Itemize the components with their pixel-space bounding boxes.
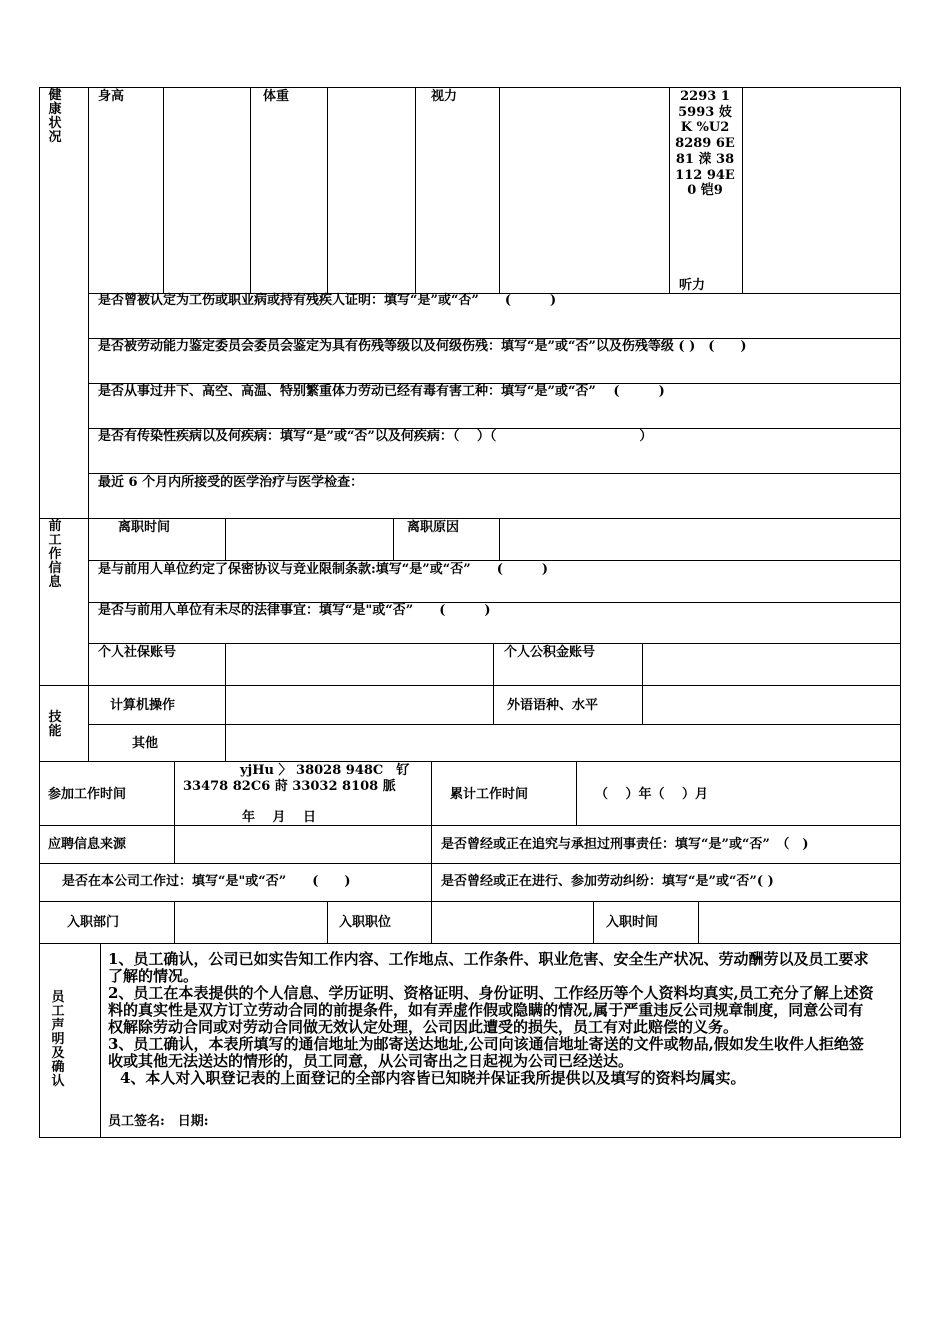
- total-work-time-template: （ ）年（ ）月: [595, 787, 709, 802]
- question-hazardous-work: 是否从事过井下、高空、高温、特别繁重体力劳动已经有毒有害工种：填写“是”或“否” ( ): [98, 384, 665, 399]
- question-labor-dispute: 是否曾经或正在进行、参加劳动纠纷：填写“是”或“否”( ): [441, 874, 774, 889]
- foreign-language-label: 外语语种、水平: [507, 698, 599, 713]
- leave-reason-label: 离职原因: [407, 520, 460, 535]
- section-divider: [39, 518, 901, 519]
- cell-divider: [431, 901, 432, 943]
- onboarding-dept-label: 入职部门: [67, 915, 120, 930]
- cell-divider: [669, 87, 670, 293]
- cell-divider: [742, 87, 743, 293]
- declaration-item-3: 3、员工确认，本表所填写的通信地址为邮寄送达地址,公司向该通信地址寄送的文件或物品,假如发生收件人拒绝签收或其他无法送达的情形的，员工同意，从公司寄出之日起视为公司已经送达。: [108, 1035, 864, 1070]
- question-infectious-disease: 是否有传染性疾病以及何疾病：填写“是”或“否”以及何疾病：（ ）（ ）: [98, 429, 653, 444]
- row-divider: [39, 825, 901, 826]
- total-work-time-label: 累计工作时间: [450, 787, 529, 802]
- skills-section-label: 技能: [48, 710, 62, 739]
- section-divider: [39, 761, 901, 762]
- cell-divider: [415, 87, 416, 293]
- computer-skill-label: 计算机操作: [110, 698, 176, 713]
- declaration-section-label: 员工声明及确认: [51, 990, 65, 1089]
- cell-divider: [250, 87, 251, 293]
- cell-divider: [100, 943, 101, 1138]
- previous-job-section-label: 前工作信息: [48, 519, 62, 590]
- table-left-border: [39, 87, 40, 1138]
- health-section-label: 健康状况: [48, 88, 62, 145]
- question-disability-level: 是否被劳动能力鉴定委员会委员会鉴定为具有伤残等级以及何级伤残：填写“是”或“否”以及伤残等级 ( ) ( ): [98, 339, 747, 354]
- onboarding-time-label: 入职时间: [606, 915, 659, 930]
- row-divider: [39, 863, 901, 864]
- label-column-divider: [88, 87, 89, 762]
- cell-divider: [431, 825, 432, 901]
- row-divider: [88, 643, 901, 644]
- signature-line: 员工签名: 日期:: [108, 1114, 209, 1129]
- cell-divider: [174, 901, 175, 943]
- question-nda: 是与前用人单位约定了保密协议与竞业限制条款:填写“是”或“否” ( ): [98, 562, 549, 577]
- leave-time-label: 离职时间: [118, 520, 171, 535]
- garbled-text-block: 2293 1 5993 妓K %U2 8289 6E81 溁 38112 94E0 铠9: [675, 89, 735, 199]
- work-start-date-template: 年 月 日: [242, 810, 317, 825]
- question-criminal-liability: 是否曾经或正在追究与承担过刑事责任：填写“是”或“否” （ ): [441, 837, 809, 852]
- weight-label: 体重: [263, 89, 290, 104]
- cell-divider: [493, 643, 494, 725]
- cell-divider: [499, 87, 500, 293]
- row-divider: [88, 560, 901, 561]
- section-divider: [39, 685, 901, 686]
- cell-divider: [593, 901, 594, 943]
- table-top-border: [39, 87, 901, 88]
- cell-divider: [642, 643, 643, 725]
- social-security-label: 个人社保账号: [98, 645, 177, 660]
- question-recent-treatment: 最近 6 个月内所接受的医学治疗与医学检查：: [98, 475, 364, 490]
- question-legal-matters: 是否与前用人单位有未尽的法律事宜：填写“是"或“否” ( ): [98, 603, 491, 618]
- cell-divider: [163, 87, 164, 293]
- row-divider: [88, 724, 901, 725]
- onboarding-position-label: 入职职位: [339, 915, 392, 930]
- other-skills-label: 其他: [132, 736, 159, 751]
- row-divider: [88, 473, 901, 474]
- hearing-label: 听力: [679, 278, 706, 293]
- cell-divider: [393, 518, 394, 560]
- cell-divider: [431, 761, 432, 825]
- question-worked-here: 是否在本公司工作过：填写“是"或“否” ( ): [62, 874, 351, 889]
- vision-label: 视力: [431, 89, 458, 104]
- application-source-label: 应聘信息来源: [48, 837, 127, 852]
- housing-fund-label: 个人公积金账号: [504, 645, 596, 660]
- cell-divider: [327, 87, 328, 293]
- garbled-line-1: yjHu 〉 38028 948C 钌: [240, 763, 410, 778]
- declaration-item-4: 4、本人对入职登记表的上面登记的全部内容皆已知晓并保证我所提供以及填写的资料均属实。: [120, 1069, 746, 1087]
- cell-divider: [698, 901, 699, 943]
- cell-divider: [327, 901, 328, 943]
- declaration-item-1: 1、员工确认，公司已如实告知工作内容、工作地点、工作条件、职业危害、安全生产状况、劳动酬劳以及员工要求了解的情况。: [108, 950, 869, 985]
- cell-divider: [225, 518, 226, 560]
- declaration-text: [108, 951, 878, 1087]
- table-bottom-border: [39, 1137, 901, 1138]
- row-divider: [39, 901, 901, 902]
- declaration-item-2: 2、员工在本表提供的个人信息、学历证明、资格证明、身份证明、工作经历等个人资料均真实,员工充分了解上述资料的真实性是双方订立劳动合同的前提条件，如有弄虚作假或隐瞒的情况,属于严重违反公司规章制度，同意公司有权解除劳动合同或对劳动合同做无效认定处理，公司因此遭受的损失，员工有对此赔偿的义务。: [108, 984, 874, 1036]
- question-work-injury: 是否曾被认定为工伤或职业病或持有残疾人证明：填写“是”或“否” ( ): [98, 293, 557, 308]
- cell-divider: [174, 761, 175, 863]
- table-right-border: [900, 87, 901, 1138]
- cell-divider: [225, 643, 226, 762]
- cell-divider: [499, 518, 500, 560]
- garbled-line-2: 33478 82C6 莳 33032 8108 脈: [183, 779, 396, 794]
- row-divider: [39, 943, 901, 944]
- height-label: 身高: [98, 89, 125, 104]
- work-start-time-label: 参加工作时间: [48, 787, 127, 802]
- cell-divider: [576, 761, 577, 825]
